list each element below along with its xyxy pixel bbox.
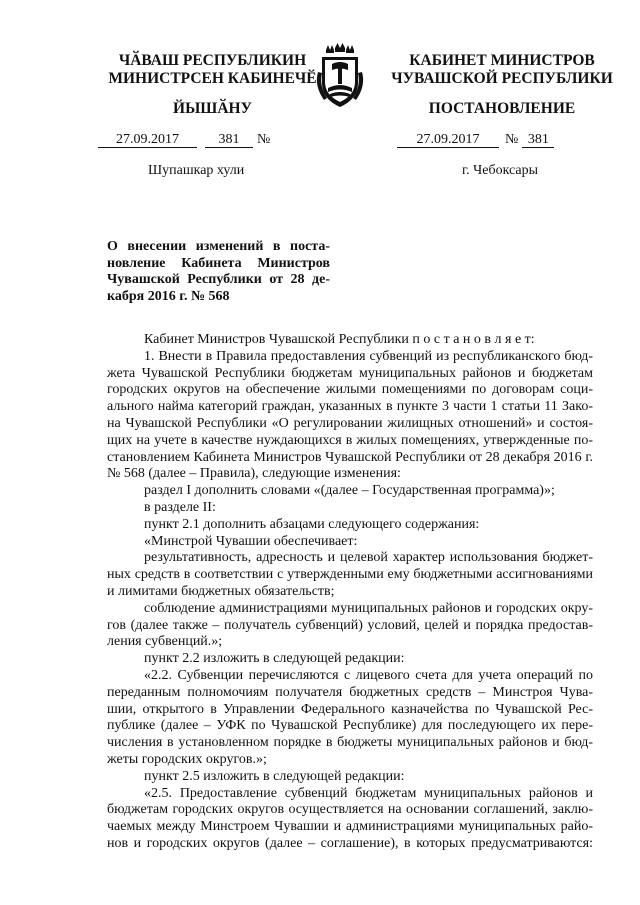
body-line: переданным полномочиям получателя бюджетных средств – Минстроя Чува- (107, 684, 593, 700)
body-line: чаемых между Минстроем Чувашии и администрациями муниципальных райо- (107, 819, 593, 835)
subject-line: новление Кабинета Министров (107, 255, 330, 271)
body-line: соблюдение администрациями муниципальных районов и городских окру- (144, 600, 593, 616)
subject-line: кабря 2016 г. № 568 (107, 289, 230, 305)
body-line: «Минстрой Чувашии обеспечивает: (144, 533, 358, 549)
left-org-line-2: МИНИСТРСЕН КАБИНЕЧӖ (108, 70, 317, 87)
left-place-name: Шупашкар хули (148, 163, 245, 178)
body-line: в разделе II: (144, 499, 216, 515)
right-org-line-1: КАБИНЕТ МИНИСТРОВ (409, 52, 595, 69)
left-organization-name (95, 52, 330, 88)
body-line: № 568 (далее – Правила), следующие изменения: (107, 466, 401, 482)
subject-line: Чувашской Республики от 28 де- (107, 272, 330, 288)
body-line: результативность, адресность и целевой характер использования бюджет- (144, 550, 593, 566)
left-document-type: ЙЫШӐНУ (173, 100, 252, 117)
body-line: «2.2. Субвенции перечисляются с лицевого счета для учета операций по (144, 667, 593, 683)
body-line: пункт 2.2 изложить в следующей редакции: (144, 651, 405, 667)
right-date: 27.09.2017 (397, 132, 499, 148)
document-body (107, 332, 593, 853)
right-place-name: г. Чебоксары (462, 163, 539, 178)
right-document-type: ПОСТАНОВЛЕНИЕ (428, 100, 576, 117)
body-line: «2.5. Предоставление субвенций бюджетам муниципальных районов и (144, 785, 593, 801)
body-line: жета Чувашской Республики бюджетам муниципальных районов и бюджетам (107, 365, 593, 381)
body-line: ления субвенций.»; (107, 634, 223, 650)
body-line: бюджетам городских округов осуществляется на основании соглашений, заклю- (107, 802, 593, 818)
body-line: Кабинет Министров Чувашской Республики п о с т а н о в л я е т: (144, 332, 535, 347)
body-line: щих на учете в качестве нуждающихся в жилых помещениях, утвержденные по- (107, 432, 593, 448)
body-line: раздел I дополнить словами «(далее – Государственная программа)»; (144, 483, 555, 499)
body-line: пункт 2.5 изложить в следующей редакции: (144, 768, 405, 784)
left-number: 381 (205, 132, 253, 148)
body-line: на Чувашской Республики «О регулировании жилищных отношений» и состоя- (107, 415, 593, 431)
left-date-number-line (98, 132, 270, 148)
body-line: пункт 2.1 дополнить абзацами следующего содержания: (144, 516, 480, 532)
document-subject (107, 239, 330, 306)
left-org-line-1: ЧӐВАШ РЕСПУБЛИКИН (118, 52, 307, 69)
body-line: жеты городских округов.»; (107, 751, 267, 767)
body-line: становлением Кабинета Министров Чувашской Республики от 28 декабря 2016 г. (107, 449, 593, 465)
right-org-line-2: ЧУВАШСКОЙ РЕСПУБЛИКИ (391, 70, 613, 87)
body-line: шии, открытого в Управлении Федерального казначейства по Чувашской Рес- (107, 701, 593, 717)
body-line: и лимитами бюджетных обязательств; (107, 583, 335, 599)
body-line: гов (далее также – получатель субвенций) условий, целей и порядка предостав- (107, 617, 593, 633)
body-line: 1. Внести в Правила предоставления субвенций из республиканского бюд- (144, 348, 593, 364)
right-number: 381 (522, 132, 554, 148)
body-line: публике (далее – УФК по Чувашской Республике) для последующего их пере- (107, 718, 593, 734)
subject-line: О внесении изменений в поста- (107, 239, 330, 254)
body-line: ального найма категорий граждан, указанных в пункте 3 части 1 статьи 11 Зако- (107, 399, 593, 415)
left-date: 27.09.2017 (98, 132, 197, 148)
body-line: ных средств в соответствии с утвержденными ему бюджетными ассигнованиями (107, 567, 593, 583)
left-number-sign: № (257, 132, 271, 147)
right-number-sign: № (505, 132, 519, 147)
body-line: числения в установленном порядке в бюджеты муниципальных районов и бюд- (107, 735, 593, 751)
body-line: нов и городских округов (далее – соглашение), в которых предусматриваются: (107, 835, 593, 851)
right-organization-name (382, 52, 622, 88)
right-date-number-line (397, 132, 554, 148)
body-line: городских округов на обеспечение жилыми помещениями по договорам соци- (107, 382, 593, 398)
